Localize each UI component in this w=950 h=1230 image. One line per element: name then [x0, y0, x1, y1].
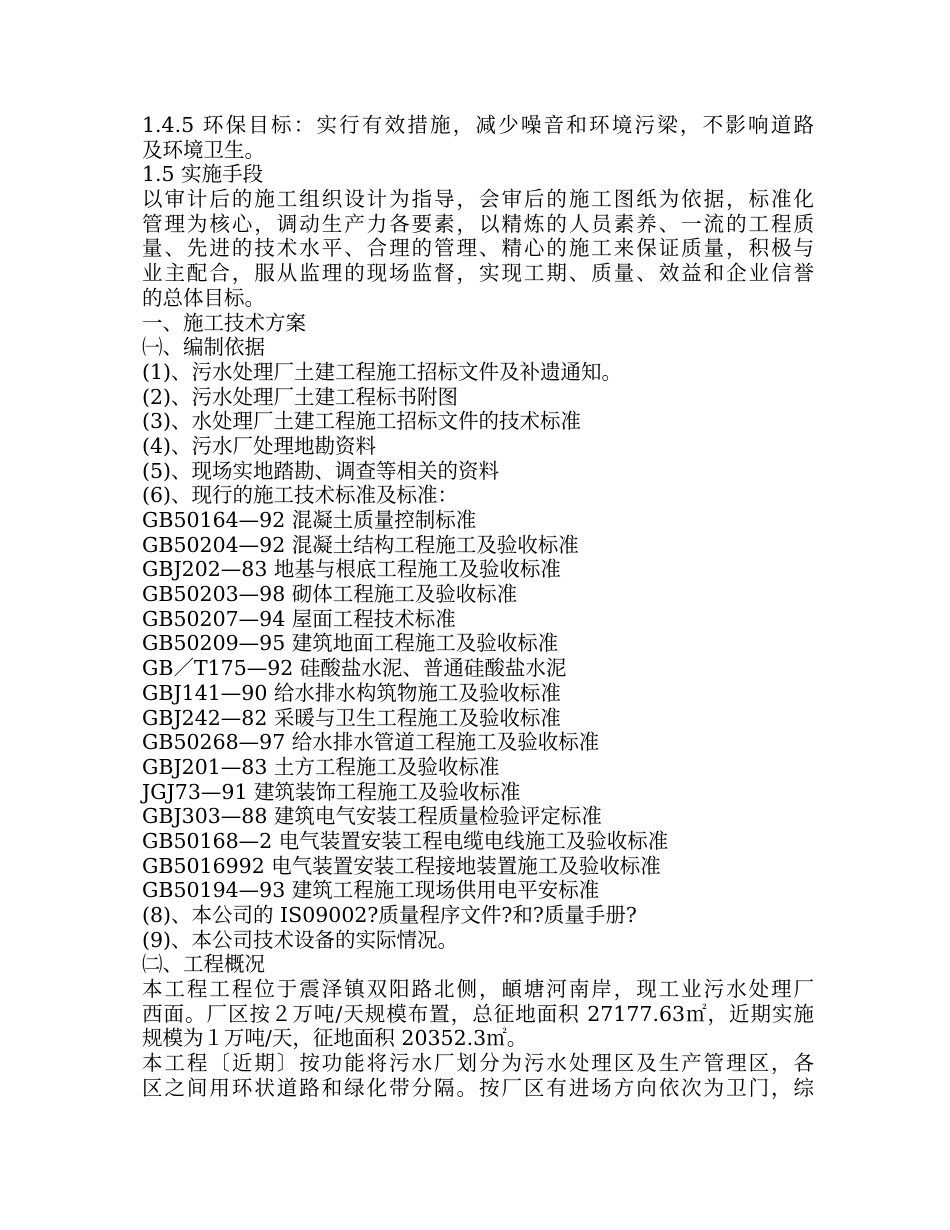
text-line: GB／T175—92 硅酸盐水泥、普通硅酸盐水泥: [142, 656, 567, 681]
text-line: GBJ141—90 给水排水构筑物施工及验收标准: [142, 680, 561, 705]
text-line: (6)、现行的施工技术标准及标准：: [142, 483, 459, 508]
text-line: GB50203—98 砌体工程施工及验收标准: [142, 582, 518, 607]
text-line: 业主配合，服从监理的现场监督，实现工期、质量、效益和企业信誉: [142, 261, 814, 286]
text-line: 管理为核心，调动生产力各要素，以精炼的人员素养、一流的工程质: [142, 211, 814, 236]
text-line: GB50164—92 混凝土质量控制标准: [142, 508, 477, 532]
text-line: (9)、本公司技术设备的实际情况。: [142, 927, 459, 952]
text-line: 区之间用环状道路和绿化带分隔。按厂区有进场方向依次为卫门，综: [142, 1075, 814, 1100]
text-line: (4)、污水厂处理地勘资料: [142, 433, 377, 458]
text-line: (5)、现场实地踏勘、调查等相关的资料: [142, 458, 500, 483]
text-line: GBJ303—88 建筑电气安装工程质量检验评定标准: [142, 804, 602, 829]
text-line: 1.4.5 环保目标：实行有效措施，减少噪音和环境污梁，不影响道路: [142, 113, 814, 137]
text-line: 本工程工程位于震泽镇双阳路北侧，頔塘河南岸，现工业污水处理厂: [142, 977, 814, 1002]
text-line: 西面。厂区按２万吨/天规模布置，总征地面积 27177.63㎡，近期实施: [142, 1001, 814, 1026]
text-line: GBJ201—83 土方工程施工及验收标准: [142, 754, 500, 779]
text-line: 本工程〔近期〕按功能将污水厂划分为污水处理区及生产管理区，各: [142, 1051, 814, 1076]
text-line: GB5016992 电气装置安装工程接地装置施工及验收标准: [142, 853, 661, 878]
text-line: 1.5 实施手段: [142, 162, 264, 187]
text-line: ㈠、编制依据: [142, 335, 265, 360]
text-line: 以审计后的施工组织设计为指导，会审后的施工图纸为依据，标准化: [142, 187, 814, 212]
text-line: 的总体目标。: [142, 285, 265, 310]
text-line: GBJ202—83 地基与根底工程施工及验收标准: [142, 557, 561, 582]
text-line: GB50168—2 电气装置安装工程电缆电线施工及验收标准: [142, 828, 669, 853]
text-line: (2)、污水处理厂土建工程标书附图: [142, 384, 459, 409]
text-line: GB50207—94 屋面工程技术标准: [142, 606, 456, 631]
document-body: [142, 113, 814, 1101]
text-line: (1)、污水处理厂土建工程施工招标文件及补遗通知。: [142, 359, 623, 384]
text-line: GBJ242—82 采暖与卫生工程施工及验收标准: [142, 705, 561, 730]
text-line: 一、施工技术方案: [142, 310, 306, 335]
text-line: 规模为１万吨/天，征地面积 20352.3㎡。: [142, 1026, 528, 1051]
text-line: 及环境卫生。: [142, 137, 265, 162]
text-line: GB50268—97 给水排水管道工程施工及验收标准: [142, 730, 600, 755]
text-line: (8)、本公司的 IS09002?质量程序文件?和?质量手册?: [142, 903, 637, 927]
text-line: GB50194—93 建筑工程施工现场供用电平安标准: [142, 878, 600, 903]
text-line: JGJ73—91 建筑装饰工程施工及验收标准: [142, 779, 521, 804]
text-line: GB50209—95 建筑地面工程施工及验收标准: [142, 631, 559, 656]
text-line: GB50204—92 混凝土结构工程施工及验收标准: [142, 532, 579, 557]
text-line: (3)、水处理厂土建工程施工招标文件的技术标准: [142, 409, 582, 434]
text-line: ㈡、工程概况: [142, 952, 265, 977]
text-line: 量、先进的技术水平、合理的管理、精心的施工来保证质量，积极与: [142, 236, 814, 261]
